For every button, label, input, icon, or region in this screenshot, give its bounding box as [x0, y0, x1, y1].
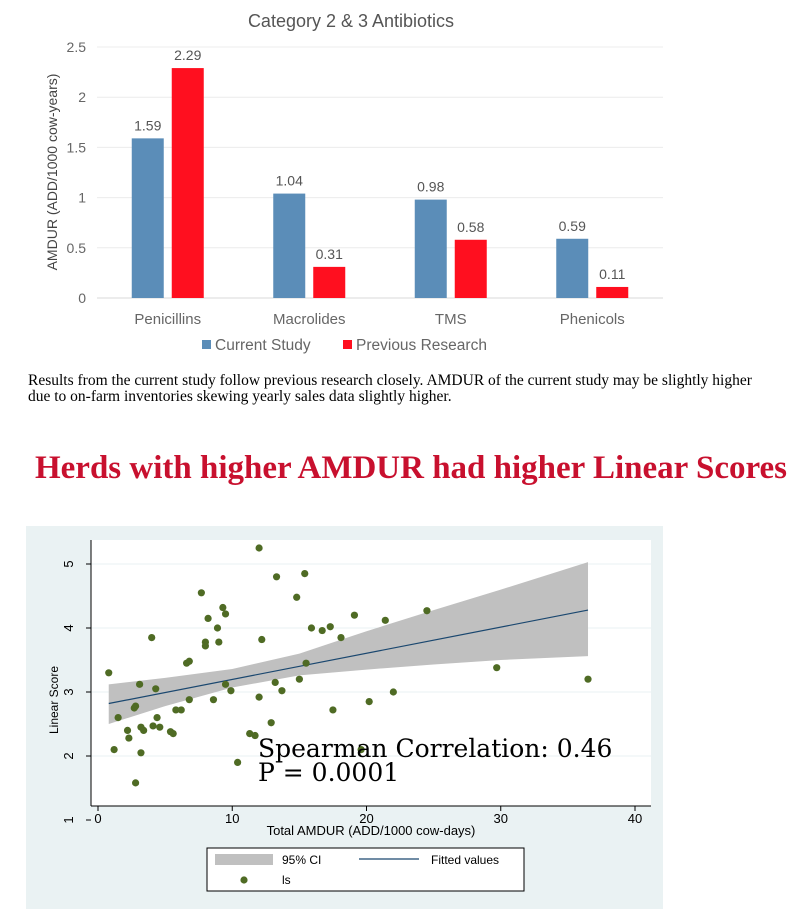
scatter-point — [382, 617, 389, 624]
scatter-legend — [207, 848, 524, 891]
scatter-point — [302, 660, 309, 667]
scatter-point — [215, 638, 222, 645]
scatter-point — [272, 679, 279, 686]
scatter-point — [186, 696, 193, 703]
bar-chart — [0, 0, 802, 362]
bar-current-study — [415, 200, 447, 298]
scatter-point — [273, 573, 280, 580]
bar-y-ticks — [67, 39, 87, 306]
scatter-point — [256, 694, 263, 701]
headline: Herds with higher AMDUR had higher Linear Scores — [34, 450, 788, 486]
bar-previous-research — [313, 267, 345, 298]
scatter-point — [423, 607, 430, 614]
bar-data-label: 0.59 — [558, 217, 586, 234]
bar-data-label: 0.98 — [417, 178, 445, 195]
scatter-point — [258, 636, 265, 643]
scatter-point — [153, 714, 160, 721]
scatter-point — [140, 727, 147, 734]
legend-swatch — [202, 340, 211, 349]
bar-category-label: Phenicols — [559, 311, 625, 328]
scatter-point — [222, 610, 229, 617]
bar-data-label: 1.59 — [134, 117, 162, 134]
bar-current-study — [132, 138, 164, 298]
scatter-point — [210, 696, 217, 703]
legend-label: ls — [282, 873, 291, 887]
scatter-point — [156, 724, 163, 731]
scatter-point — [337, 634, 344, 641]
legend-label: Fitted values — [431, 853, 500, 867]
bar-y-tick-label: 0 — [78, 290, 86, 306]
scatter-point — [296, 676, 303, 683]
scatter-point — [234, 759, 241, 766]
scatter-point — [301, 570, 308, 577]
bar-category-label: TMS — [434, 311, 467, 328]
bar-data-label: 1.04 — [275, 172, 303, 189]
scatter-point — [293, 594, 300, 601]
scatter-point — [105, 669, 112, 676]
x-tick-label: 10 — [225, 811, 240, 826]
bar-data-label: 0.11 — [599, 265, 626, 282]
scatter-point — [137, 749, 144, 756]
bar-chart-title: Category 2 & 3 Antibiotics — [247, 11, 455, 31]
bar-legend — [202, 337, 487, 354]
bar-y-axis-label: AMDUR (ADD/1000 cow-years) — [44, 73, 60, 271]
scatter-chart — [26, 526, 663, 909]
bar-current-study — [556, 239, 588, 298]
scatter-point — [132, 779, 139, 786]
bar-data-label: 0.31 — [315, 245, 343, 262]
bar-y-tick-label: 1 — [78, 189, 86, 206]
scatter-point — [584, 676, 591, 683]
bar-y-tick-label: 2 — [78, 89, 86, 106]
bar-x-ticks — [134, 311, 624, 328]
scatter-point — [227, 687, 234, 694]
scatter-point — [222, 681, 229, 688]
spearman-correlation-text: Spearman Correlation: 0.46 — [258, 734, 613, 763]
scatter-point — [125, 734, 132, 741]
scatter-point — [149, 722, 156, 729]
scatter-point — [204, 615, 211, 622]
x-tick-label: 0 — [94, 811, 102, 826]
scatter-point — [198, 589, 205, 596]
bar-current-study — [273, 194, 305, 298]
scatter-point — [493, 664, 500, 671]
scatter-point — [219, 604, 226, 611]
scatter-x-axis-label: Total AMDUR (ADD/1000 cow-days) — [266, 823, 476, 838]
legend-label: Current Study — [215, 337, 311, 354]
bar-y-tick-label: 0.5 — [66, 239, 86, 256]
scatter-point — [152, 685, 159, 692]
bar-previous-research — [596, 287, 628, 298]
scatter-y-axis-label: Linear Score — [47, 665, 61, 735]
scatter-point — [178, 706, 185, 713]
scatter-point — [202, 642, 209, 649]
bar-previous-research — [172, 68, 204, 298]
stats-annotation — [258, 734, 613, 787]
y-tick-label: 2 — [61, 752, 76, 760]
bar-category-label: Macrolides — [272, 311, 346, 328]
y-tick-label: 3 — [61, 688, 76, 696]
scatter-point — [329, 706, 336, 713]
scatter-point — [111, 746, 118, 753]
y-tick-label: 4 — [61, 624, 76, 632]
scatter-point — [366, 698, 373, 705]
bar-y-tick-label: 1.5 — [66, 139, 86, 156]
scatter-point — [278, 687, 285, 694]
scatter-point — [136, 681, 143, 688]
scatter-point — [148, 634, 155, 641]
scatter-point — [256, 544, 263, 551]
scatter-point — [351, 612, 358, 619]
legend-point-marker — [240, 876, 247, 883]
legend-swatch — [343, 340, 352, 349]
scatter-point — [319, 627, 326, 634]
y-tick-label: 1 — [61, 816, 76, 824]
p-value-text: P = 0.0001 — [258, 758, 400, 787]
scatter-point — [308, 624, 315, 631]
legend-ci-swatch — [215, 854, 273, 865]
bar-marks — [132, 47, 629, 298]
legend-label: 95% CI — [282, 853, 322, 867]
scatter-point — [124, 727, 131, 734]
bar-category-label: Penicillins — [134, 311, 202, 328]
bar-y-tick-label: 2.5 — [66, 39, 86, 55]
scatter-point — [186, 658, 193, 665]
legend-label: Previous Research — [356, 337, 487, 354]
caption-text: Results from the current study follow previous research closely. AMDUR of the current study may be slightly higher due to on-farm inventories skewing yearly sales data slightly higher. — [28, 372, 752, 405]
scatter-point — [170, 730, 177, 737]
scatter-point — [132, 702, 139, 709]
bar-data-label: 2.29 — [174, 47, 202, 64]
x-tick-label: 30 — [493, 811, 508, 826]
scatter-point — [214, 624, 221, 631]
scatter-point — [327, 623, 334, 630]
x-tick-label: 40 — [627, 811, 643, 826]
scatter-point — [115, 714, 122, 721]
bar-previous-research — [455, 240, 487, 298]
scatter-point — [268, 719, 275, 726]
scatter-point — [390, 688, 397, 695]
y-tick-label: 5 — [61, 560, 76, 568]
bar-data-label: 0.58 — [457, 218, 485, 235]
x-tick-label: 20 — [359, 811, 374, 826]
